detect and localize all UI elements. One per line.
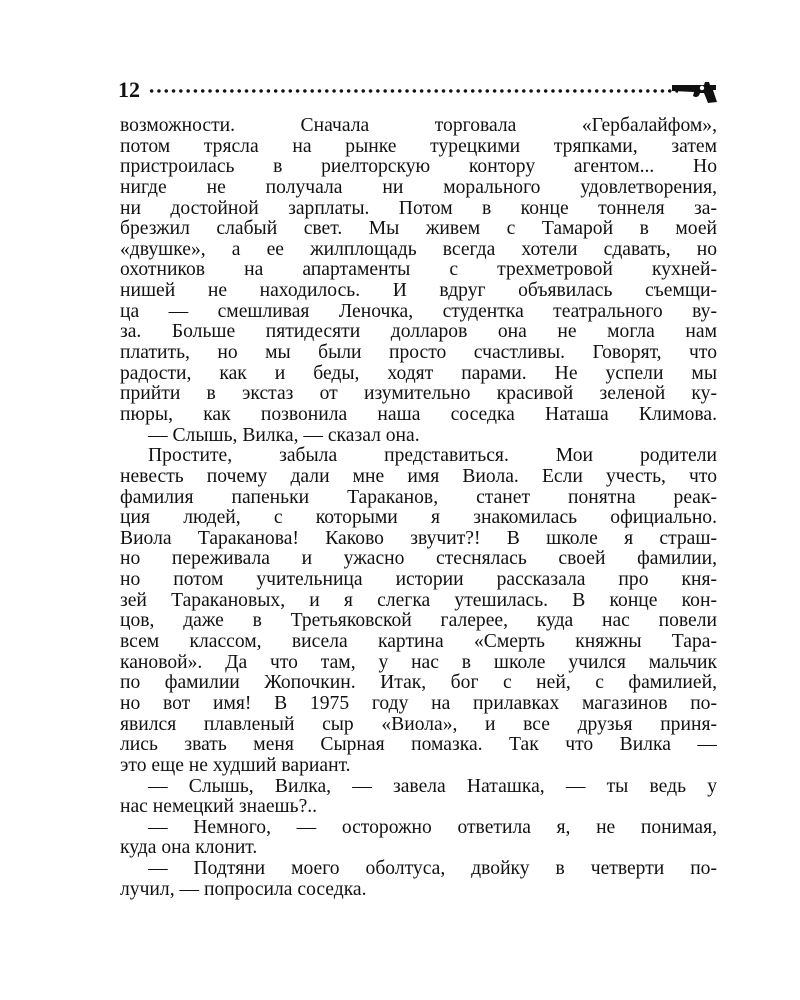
text-line: нас немецкий знаешь?.. (120, 797, 318, 818)
text-line: — Слышь, Вилка, — завела Наташка, — ты ведь у (148, 776, 717, 797)
text-line: нишей не находилось. И вдруг объявилась съемщи- (120, 281, 717, 302)
text-line: пюры, как позвонила наша соседка Наташа Климова. (120, 404, 717, 425)
text-line: — Подтяни моего оболтуса, двойку в четверти по- (148, 859, 717, 880)
text-line: потом трясла на рынке турецкими тряпками, затем (120, 136, 717, 157)
text-line: ция людей, с которыми я знакомилась официально. (120, 508, 717, 529)
text-line: всем классом, висела картина «Смерть княжны Тара- (120, 632, 717, 653)
body-text (120, 116, 717, 900)
text-line: ца — смешливая Леночка, студентка театрального ву- (120, 301, 717, 322)
text-line: платить, но мы были просто счастливы. Говорят, что (120, 343, 717, 364)
text-line: прийти в экстаз от изумительно красивой зеленой ку- (120, 384, 717, 405)
text-line: но переживала и ужасно стеснялась своей фамилии, (120, 549, 717, 570)
text-line: невесть почему дали мне имя Виола. Если учесть, что (120, 466, 717, 487)
running-header (118, 74, 720, 104)
text-line: нигде не получала ни морального удовлетворения, (120, 177, 717, 198)
text-line: фамилия папеньки Тараканов, станет понятна реак- (120, 487, 717, 508)
text-line: возможности. Сначала торговала «Гербалайфом», (120, 116, 717, 136)
text-line: по фамилии Жопочкин. Итак, бог с ней, с фамилией, (120, 673, 717, 694)
text-line: кановой». Да что там, у нас в школе учился мальчик (120, 652, 717, 673)
text-line: цов, даже в Третьяковской галерее, куда нас повели (120, 611, 717, 632)
text-line: явился плавленый сыр «Виола», и все друзья приня- (120, 714, 717, 735)
text-line: за. Больше пятидесяти долларов она не могла нам (120, 322, 717, 343)
text-line: Виола Тараканова! Каково звучит?! В школе я страш- (120, 528, 717, 549)
dotted-leader (148, 89, 678, 93)
text-line: ни достойной зарплаты. Потом в конце тоннеля за- (120, 198, 717, 219)
text-line: «двушке», а ее жилплощадь всегда хотели сдавать, но (120, 239, 717, 260)
text-line: — Немного, — осторожно ответила я, не понимая, (148, 817, 717, 838)
text-line: пристроилась в риелторскую контору агентом... Но (120, 157, 717, 178)
text-line: но потом учительница истории рассказала про кня- (120, 570, 717, 591)
text-line: лись звать меня Сырная помазка. Так что Вилка — (120, 735, 717, 756)
text-line: зей Таракановых, и я слегка утешилась. В конце кон- (120, 590, 717, 611)
text-line: охотников на апартаменты с трехметровой кухней- (120, 260, 717, 281)
text-line: лучил, — попросила соседка. (120, 879, 367, 900)
text-line: брезжил слабый свет. Мы живем с Тамарой в моей (120, 219, 717, 240)
text-line: куда она клонит. (120, 838, 258, 859)
text-line: но вот имя! В 1975 году на прилавках магазинов по- (120, 693, 717, 714)
text-line: Простите, забыла представиться. Мои родители (148, 446, 717, 467)
text-line: это еще не худший вариант. (120, 755, 351, 776)
text-line: радости, как и беды, ходят парами. Не успели мы (120, 363, 717, 384)
page-number: 12 (118, 77, 140, 102)
revolver-icon (670, 76, 722, 104)
text-line: — Слышь, Вилка, — сказал она. (148, 425, 420, 446)
